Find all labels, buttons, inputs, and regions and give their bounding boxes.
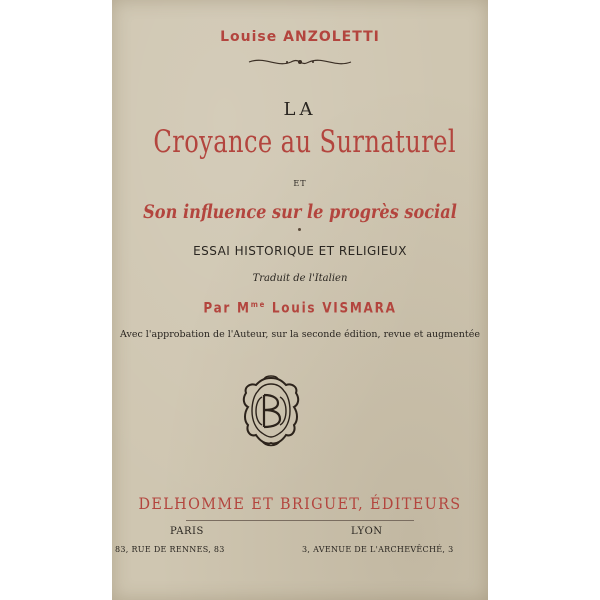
translator-prefix: Par M — [203, 300, 251, 317]
subtitle: Son influence sur le progrès social — [143, 201, 457, 223]
title-article: LA — [283, 99, 317, 120]
publisher-divider — [186, 520, 414, 521]
translator-first-name: Louis — [271, 300, 317, 317]
translator-prefix-sup: me — [250, 300, 266, 309]
author-first-name: Louise — [220, 29, 278, 45]
genre-line: ESSAI HISTORIQUE ET RELIGIEUX — [193, 244, 407, 258]
title-page — [112, 0, 488, 600]
dot-separator — [298, 228, 301, 231]
author-last-name: ANZOLETTI — [283, 29, 380, 45]
main-title: Croyance au Surnaturel — [153, 124, 457, 160]
address-lyon: 3, AVENUE DE L'ARCHEVÊCHÉ, 3 — [302, 545, 454, 554]
title-conjunction: ET — [293, 179, 307, 188]
author-line — [112, 29, 488, 45]
address-paris: 83, RUE DE RENNES, 83 — [115, 545, 225, 554]
flourish-ornament-icon — [247, 55, 353, 69]
publisher-monogram-emblem-icon — [240, 375, 302, 447]
translator-last-name: VISMARA — [322, 300, 397, 317]
translator-line — [138, 300, 461, 317]
publisher-name: DELHOMME ET BRIGUET, ÉDITEURS — [138, 494, 462, 513]
city-paris: PARIS — [170, 526, 204, 537]
translation-note: Traduit de l'Italien — [252, 273, 348, 284]
approbation-note: Avec l'approbation de l'Auteur, sur la seconde édition, revue et augmentée — [119, 329, 480, 340]
city-lyon: LYON — [351, 526, 383, 537]
